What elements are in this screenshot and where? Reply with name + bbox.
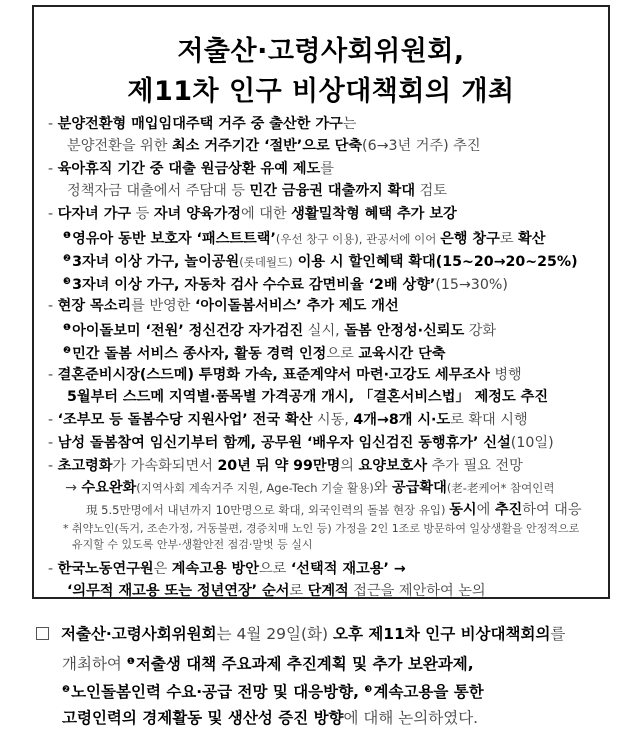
bold-text: 영유아 동반 보호자 ‘패스트트랙’ <box>72 231 276 247</box>
bold-text: 은행 창구 <box>440 231 500 247</box>
bold-text: 계속고용을 통한 <box>373 683 484 701</box>
bullet-line <box>48 225 602 248</box>
bullet-line <box>48 180 602 202</box>
bold-text: 고령인력의 경제활동 및 생산성 증진 방향 <box>62 709 344 727</box>
text: (지역사회 계속거주 지원, Age-Tech 기술 활용) <box>136 481 374 495</box>
bold-text: ‘조부모 등 돌봄수당 지원사업’ 전국 확산 <box>57 412 313 428</box>
text: - <box>48 412 58 428</box>
circled-number-marker: ❷ <box>63 254 72 264</box>
text: 現 5.5만명에서 내년까지 10만명으로 확대, 외국인력의 돌봄 현장 유입) <box>86 503 450 517</box>
bold-text: ‘의무적 재고용 또는 정년연장’ 순서 <box>67 583 290 599</box>
text: - <box>48 161 58 177</box>
square-bullet-icon <box>36 627 49 640</box>
highlights-list <box>48 113 602 602</box>
bold-text: 교육시간 단축 <box>358 346 446 362</box>
bullet-line <box>48 499 602 521</box>
bold-text: 노인돌봄인력 수요·공급 전망 및 대응방향, <box>71 683 365 701</box>
bullet-item <box>48 158 602 180</box>
bullet-item <box>48 113 602 135</box>
text: 의 <box>340 458 359 474</box>
bullet-item <box>48 409 602 431</box>
text: (10일) <box>510 435 554 451</box>
text: 를 <box>550 625 566 643</box>
text: 에 <box>476 502 495 518</box>
bold-text: 동시 <box>449 502 477 518</box>
summary-line <box>36 648 616 676</box>
text: - <box>48 298 58 314</box>
text: - <box>48 561 58 577</box>
bullet-item <box>48 558 602 580</box>
bold-text: 20년 뒤 약 99만명 <box>217 458 341 474</box>
bullet-line <box>48 248 602 271</box>
bold-text: 공급확대 <box>391 480 447 496</box>
bold-text: 3자녀 이상 가구, 자동차 검사 수수료 감면비율 ‘2배 상향’ <box>72 277 436 293</box>
text: 는 4월 29일(화) <box>216 625 333 643</box>
headline-title-line2: 제11차 인구 비상대책회의 개최 <box>127 76 515 107</box>
circled-number-marker: ❶ <box>126 657 135 667</box>
text: 를 <box>320 161 334 177</box>
bold-text: 남성 돌봄참여 임신기부터 함께, 공무원 ‘배우자 임신검진 동행휴가’ 신설 <box>57 435 511 451</box>
summary-paragraph <box>36 620 616 732</box>
text: (6→3년 거주) 추진 <box>362 138 481 154</box>
headline-box <box>32 5 610 599</box>
text: 가 가속화되면서 <box>112 458 218 474</box>
bold-text: 생활밀착형 혜택 추가 보강 <box>291 206 457 222</box>
circled-number-marker: ❸ <box>364 685 373 695</box>
text: 강화 <box>464 323 497 339</box>
bold-text: 현장 목소리 <box>57 298 132 314</box>
text: - <box>48 206 58 222</box>
bold-text: 4개→8개 시·도 <box>353 412 451 428</box>
bold-text: 오후 제11차 인구 비상대책회의 <box>332 625 551 643</box>
bold-text: 이용 시 할인혜택 확대(15~20→20~25%) <box>292 254 578 270</box>
summary-line <box>36 676 616 704</box>
bold-text: ‘선택적 재고용’ → <box>290 561 406 577</box>
text: 유지할 수 있도록 안부·생활안전 점검·말벗 등 실시 <box>72 538 313 551</box>
text: 등 <box>131 206 154 222</box>
text: 으로 <box>258 561 291 577</box>
bullet-line <box>48 477 602 499</box>
text: - <box>48 116 58 132</box>
text: * 취약노인(독거, 조손가정, 거동불편, 경증치매 노인 등) 가정을 2인 1조로 방문하여 일상생활을 안정적으로 <box>63 522 580 535</box>
text: 로 <box>289 583 308 599</box>
bullet-line <box>48 317 602 340</box>
bold-text: 자녀 양육가정 <box>153 206 242 222</box>
bullet-line <box>48 386 602 408</box>
bold-text: 3자녀 이상 가구, 놀이공원 <box>72 254 240 270</box>
text: 시동, <box>312 412 354 428</box>
text: (롯데월드) <box>239 255 293 269</box>
bold-text: 분양전환형 매입임대주택 거주 중 출산한 가구 <box>57 116 343 132</box>
text: 로 확대 시행 <box>450 412 528 428</box>
bold-text: 돌봄 안정성·신뢰도 <box>344 323 465 339</box>
text: 는 <box>342 116 357 132</box>
circled-number-marker: ❶ <box>63 231 72 241</box>
footnote-line <box>48 537 602 557</box>
bold-text: 한국노동연구원 <box>57 561 154 577</box>
bold-text: 육아휴직 기간 중 대출 원금상환 유예 제도 <box>57 161 321 177</box>
bold-text: 확산 <box>518 231 546 247</box>
text: 와 <box>373 480 392 496</box>
bold-text: 아이돌보미 ‘전원’ 정신건강 자가검진 <box>72 323 304 339</box>
bullet-line <box>48 135 602 157</box>
bold-text: 단계적 <box>307 583 349 599</box>
bold-text: 요양보호사 <box>358 458 428 474</box>
text: 접근을 제안하여 논의 <box>348 583 486 599</box>
bold-text: 계속고용 방안 <box>171 561 259 577</box>
text: 추가 필요 전망 <box>427 458 523 474</box>
bullet-line <box>48 340 602 363</box>
text: 에 대해 논의하였다. <box>343 709 479 727</box>
text: - <box>48 458 58 474</box>
circled-number-marker: ❷ <box>63 346 72 356</box>
bullet-item <box>48 432 602 454</box>
bold-text: 최소 거주기간 ‘절반’으로 단축 <box>171 138 363 154</box>
bullet-line <box>48 580 602 602</box>
bold-text: 저출생 대책 주요과제 추진계획 및 추가 보완과제, <box>135 655 474 673</box>
text: 에 대한 <box>241 206 292 222</box>
bullet-item <box>48 203 602 225</box>
bold-text: 다자녀 가구 <box>57 206 132 222</box>
text: (15→30%) <box>435 277 508 293</box>
circled-number-marker: ❸ <box>63 277 72 287</box>
text: (우선 창구 이용), 관공서에 이어 <box>275 232 441 246</box>
text: 병행 <box>489 367 522 383</box>
bold-text: 추진 <box>494 502 523 518</box>
bold-text: 저출산·고령사회위원회 <box>61 625 217 643</box>
summary-line <box>36 704 616 732</box>
text: 하여 대응 <box>522 502 582 518</box>
text: 개최하여 <box>62 655 127 673</box>
text: - <box>48 367 58 383</box>
bold-text: ‘아이돌봄서비스’ 추가 제도 개선 <box>194 298 399 314</box>
circled-number-marker: ❷ <box>62 685 71 695</box>
bold-text: 초고령화 <box>57 458 113 474</box>
text: (老-老케어* 참여인력 <box>446 481 555 495</box>
summary-line <box>36 620 616 648</box>
bold-text: 수요완화 <box>81 480 137 496</box>
headline-title-line1: 저출산·고령사회위원회, <box>177 36 465 67</box>
bullet-item <box>48 364 602 386</box>
bold-text: 5월부터 스드메 지역별·품목별 가격공개 개시, 「결혼서비스법」 제정도 추진 <box>67 389 549 405</box>
footnote-line <box>48 521 602 537</box>
bullet-line <box>48 271 602 294</box>
bullet-item <box>48 455 602 477</box>
bold-text: 결혼준비시장(스드메) 투명화 가속, 표준계약서 마련·고강도 세무조사 <box>57 367 490 383</box>
text: → <box>65 480 82 496</box>
bullet-item <box>48 295 602 317</box>
text: 정책자금 대출에서 주담대 등 <box>67 183 250 199</box>
text: 분양전환을 위한 <box>67 138 172 154</box>
text: - <box>48 435 58 451</box>
text: 로 <box>499 231 519 247</box>
bold-text: 민간 돌봄 서비스 종사자, 활동 경력 인정 <box>72 346 327 362</box>
text: 은 <box>153 561 172 577</box>
text: 를 반영한 <box>131 298 195 314</box>
text: 검토 <box>415 183 448 199</box>
text: 실시, <box>303 323 345 339</box>
bold-text: 민간 금융권 대출까지 확대 <box>249 183 416 199</box>
circled-number-marker: ❶ <box>63 323 72 333</box>
text: 으로 <box>326 346 359 362</box>
